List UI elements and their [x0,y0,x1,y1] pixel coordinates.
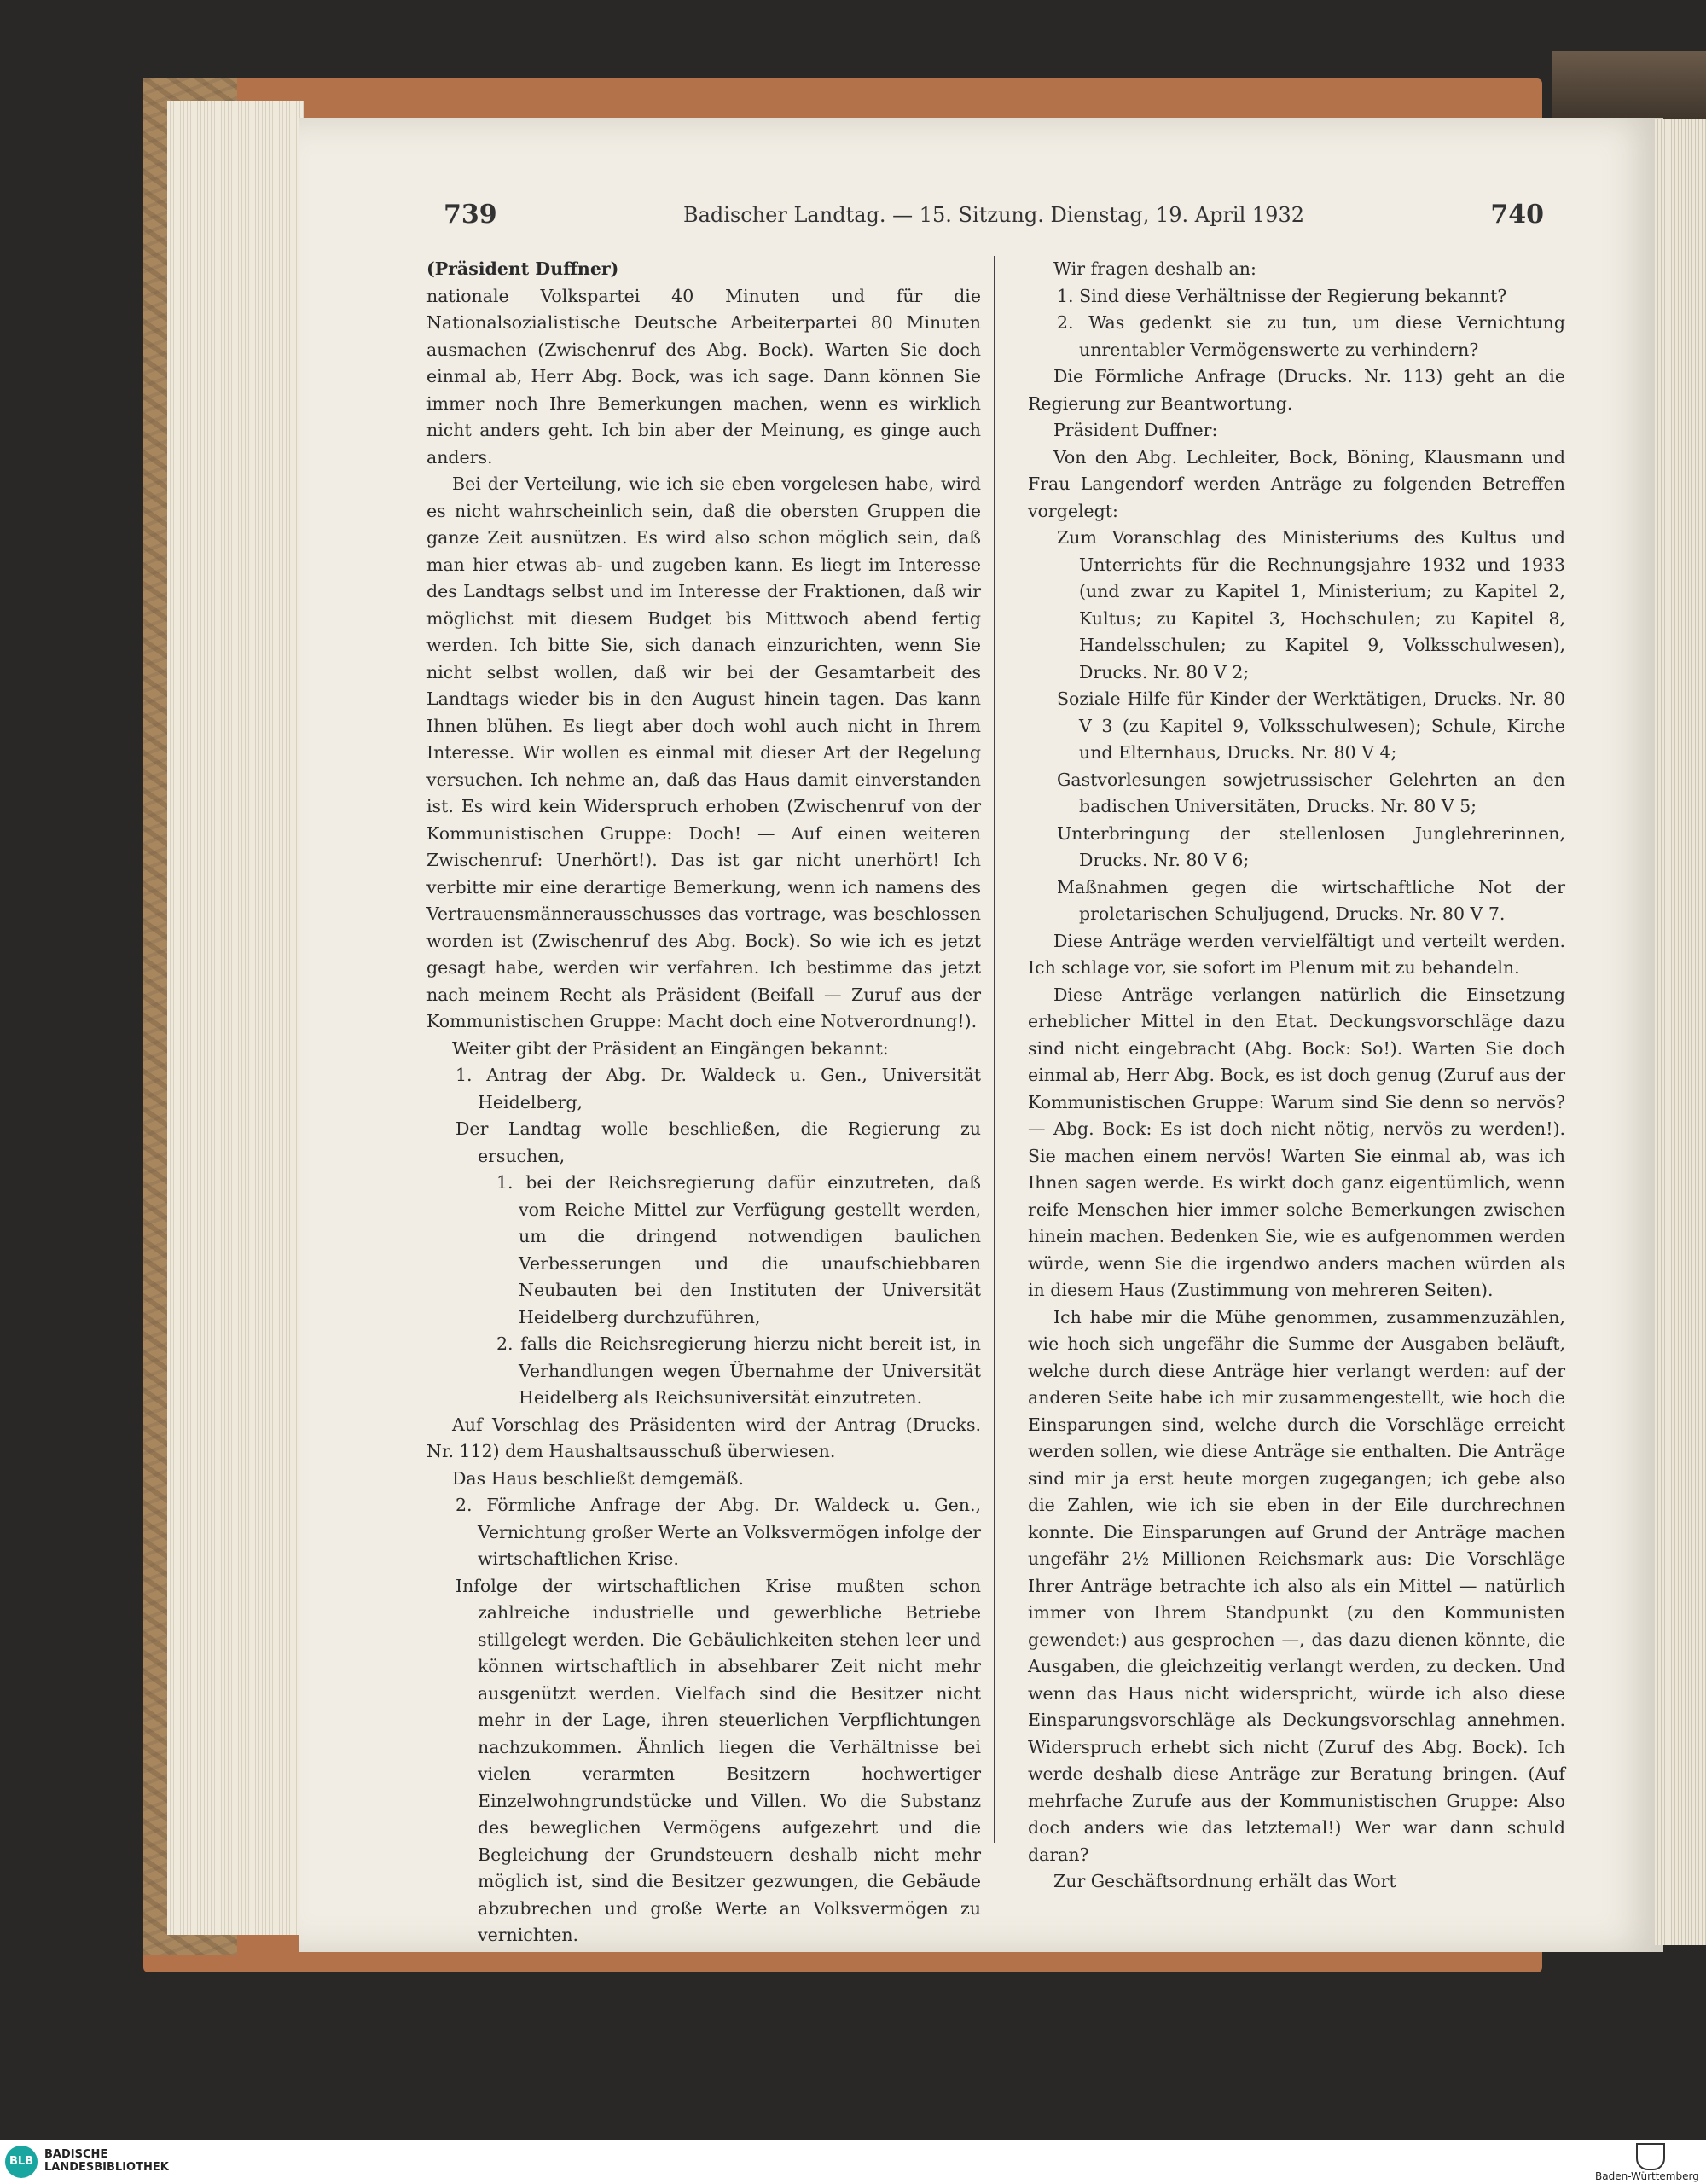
paragraph: 1. Antrag der Abg. Dr. Waldeck u. Gen., Universität Heidelberg, [456,1065,981,1112]
paragraph: 2. Was gedenkt sie zu tun, um diese Vernichtung unrentabler Vermögenswerte zu verhindern? [1057,312,1565,360]
paragraph: Zur Geschäftsordnung erhält das Wort [1053,1871,1396,1891]
library-name-line1: BADISCHE [44,2148,108,2161]
paragraph: Weiter gibt der Präsident an Eingängen bekannt: [452,1037,889,1059]
viewer-footer [0,2140,1706,2184]
paragraph: Soziale Hilfe für Kinder der Werktätigen, Drucks. Nr. 80 V 3 (zu Kapitel 9, Volksschulwesen); Schule, Kirche und Elternhaus, Drucks. Nr. 80 V 4; [1057,688,1565,763]
right-page-edge [1655,119,1706,1945]
blb-logo-icon[interactable]: BLB [5,2146,38,2178]
paragraph: Unterbringung der stellenlosen Junglehrerinnen, Drucks. Nr. 80 V 6; [1057,822,1565,870]
paragraph: 1. bei der Reichsregierung dafür einzutreten, daß vom Reiche Mittel zur Verfügung gestellt werden, um die dringend notwendigen baulichen Verbesserungen und die unaufschiebbaren Neubauten bei den Instituten der Universität Heidelberg durchzuführen, [496,1172,981,1327]
book-top-band [1552,51,1706,128]
left-page-number: 739 [444,200,497,229]
paragraph: Bei der Verteilung, wie ich sie eben vorgelesen habe, wird es nicht wahrscheinlich sein, daß die obersten Gruppen die ganze Zeit ausnützen. Es wird also schon möglich sein, daß man hier etwas ab- und zugeben kann. Es liegt im Interesse des Landtags selbst und im Interesse der Fraktionen, daß wir möglichst mit diesem Budget bis Mittwoch abend fertig werden. Ich bitte Sie, sich danach einzurichten, wenn Sie nicht selbst wollen, daß wir bei der Gesamtarbeit des Landtags wieder bis in den August hinein tagen. Das kann Ihnen blühen. Es liegt aber doch wohl auch nicht in Ihrem Interesse. Wir wollen es einmal mit dieser Art der Regelung versuchen. Ich nehme an, daß das Haus damit einverstanden ist. Es wird kein Widerspruch erhoben (Zwischenruf von der Kommunistischen Gruppe: Doch! — Auf einen weiteren Zwischenruf: Unerhört!). Das ist gar nicht unerhört! Ich verbitte mir eine derartige Bemerkung, wenn ich namens des Vertrauensmännerausschusses das vortrage, was beschlossen worden ist (Zwischenruf des Abg. Bock). So wie ich es jetzt gesagt habe, werden wir verfahren. Ich bestimme das jetzt nach meinem Recht als Präsident (Beifall — Zuruf aus der Kommunistischen Gruppe: Macht doch eine Notverordnung!). [426,473,981,1031]
paragraph: 1. Sind diese Verhältnisse der Regierung bekannt? [1057,285,1507,306]
paragraph: Gastvorlesungen sowjetrussischer Gelehrten an den badischen Universitäten, Drucks. Nr. 80 V 5; [1057,769,1565,816]
left-text-column [426,256,981,1949]
paragraph: (Präsident Duffner) [426,258,619,279]
library-name[interactable] [44,2148,169,2174]
paragraph: Diese Anträge verlangen natürlich die Einsetzung erheblicher Mittel in den Etat. Deckungsvorschläge dazu sind nicht eingebracht (Abg. Bock: So!). Warten Sie doch einmal ab, Herr Abg. Bock, es ist doch genug (Zuruf aus der Kommunistischen Gruppe: Warum sind Sie denn so nervös? — Abg. Bock: Es ist doch nicht nötig, nervös zu werden!). Sie machen einem nervös! Warten Sie einmal ab, was ich Ihnen sagen werde. Es wirkt doch ganz eigentümlich, wenn reife Menschen hier immer solche Bemerkungen zwischen hinein machen. Bedenken Sie, wie es aufgenommen werden würde, wenn Sie die irgendwo anders machen würden als in diesem Haus (Zustimmung von mehreren Seiten). [1028,984,1565,1300]
state-label: Baden-Württemberg [1595,2170,1699,2182]
page-header [444,200,1544,237]
paragraph: Wir fragen deshalb an: [1053,258,1256,279]
page-stack [167,101,304,1935]
paragraph: Präsident Duffner: [1053,420,1218,440]
paragraph: Von den Abg. Lechleiter, Bock, Böning, Klausmann und Frau Langendorf werden Anträge zu folgenden Betreffen vorgelegt: [1028,446,1565,521]
paragraph: nationale Volkspartei 40 Minuten und für die Nationalsozialistische Deutsche Arbeiterpartei 80 Minuten ausmachen (Zwischenruf des Abg. Bock). Warten Sie doch einmal ab, Herr Abg. Bock, was ich sage. Dann können Sie immer noch Ihre Bemerkungen machen, wenn es wirklich nicht anders geht. Ich bin aber der Meinung, es ginge auch anders. [426,285,981,468]
paragraph: Auf Vorschlag des Präsidenten wird der Antrag (Drucks. Nr. 112) dem Haushaltsausschuß überwiesen. [426,1414,981,1461]
paragraph: Infolge der wirtschaftlichen Krise mußten schon zahlreiche industrielle und gewerbliche Betriebe stillgelegt werden. Die Gebäulichkeiten stehen leer und können wirtschaftlich in absehbarer Zeit nicht mehr ausgenützt werden. Vielfach sind die Besitzer nicht mehr in der Lage, ihren steuerlichen Verpflichtungen nachzukommen. Ähnlich liegen die Verhältnisse bei vielen verarmten Besitzern hochwertiger Einzelwohngrundstücke und Villen. Wo die Substanz des beweglichen Vermögens aufgezehrt und die Begleichung der Grundsteuern deshalb nicht mehr möglich ist, sind die Besitzer gezwungen, die Gebäude abzubrechen und große Werte an Volksvermögen zu vernichten. [456,1575,981,1945]
paragraph: Ich habe mir die Mühe genommen, zusammenzuzählen, wie hoch sich ungefähr die Summe der Ausgaben beläuft, welche durch diese Anträge hier verlangt werden: auf der anderen Seite habe ich mir zusammengestellt, wie hoch die Einsparungen sind, welche durch die Vorschläge erreicht werden sollen, wie diese Anträge sie enthalten. Die Anträge sind mir ja erst heute morgen zugegangen; ich gebe also die Zahlen, wie ich sie eben in der Eile durchrechnen konnte. Die Einsparungen auf Grund der Anträge machen ungefähr 2½ Millionen Reichsmark aus: Die Vorschläge Ihrer Anträge betrachte ich also als ein Mittel — natürlich immer von Ihrem Standpunkt (zu den Kommunisten gewendet:) aus gesprochen —, das dazu dienen könnte, die Ausgaben, die gleichzeitig verlangt werden, zu decken. Und wenn das Haus nicht widerspricht, würde ich also diese Einsparungsvorschläge als Deckungsvorschlag annehmen. Widerspruch erhebt sich nicht (Zuruf des Abg. Bock). Ich werde deshalb diese Anträge zur Beratung bringen. (Auf mehrfache Zurufe aus der Kommunistischen Gruppe: Also doch anders wie das letztemal!) Wer war dann schuld daran? [1028,1306,1565,1865]
paragraph: 2. falls die Reichsregierung hierzu nicht bereit ist, in Verhandlungen wegen Übernahme der Universität Heidelberg als Reichsuniversität einzutreten. [496,1333,981,1408]
paragraph: Diese Anträge werden vervielfältigt und verteilt werden. Ich schlage vor, sie sofort im Plenum mit zu behandeln. [1028,930,1565,978]
paragraph: Der Landtag wolle beschließen, die Regierung zu ersuchen, [456,1118,981,1166]
column-divider [994,256,995,1843]
running-title: Badischer Landtag. — 15. Sitzung. Dienstag, 19. April 1932 [682,203,1304,227]
state-seal-icon [1636,2143,1665,2170]
paragraph: Das Haus beschließt demgemäß. [452,1467,745,1489]
paragraph: Maßnahmen gegen die wirtschaftliche Not der proletarischen Schuljugend, Drucks. Nr. 80 V 7. [1057,876,1565,924]
right-page-number: 740 [1490,200,1544,229]
paragraph: Die Förmliche Anfrage (Drucks. Nr. 113) geht an die Regierung zur Beantwortung. [1028,366,1565,414]
library-name-line2: LANDESBIBLIOTHEK [44,2161,169,2174]
paragraph: Zum Voranschlag des Ministeriums des Kultus und Unterrichts für die Rechnungsjahre 1932 und 1933 (und zwar zu Kapitel 1, Ministerium; zu Kapitel 2, Kultus; zu Kapitel 3, Hochschulen; zu Kapitel 8, Handelsschulen; zu Kapitel 9, Volksschulwesen), Drucks. Nr. 80 V 2; [1057,527,1565,682]
paragraph: 2. Förmliche Anfrage der Abg. Dr. Waldeck u. Gen., Vernichtung großer Werte an Volksvermögen infolge der wirtschaftlichen Krise. [456,1495,981,1569]
right-text-column [1028,256,1565,1896]
